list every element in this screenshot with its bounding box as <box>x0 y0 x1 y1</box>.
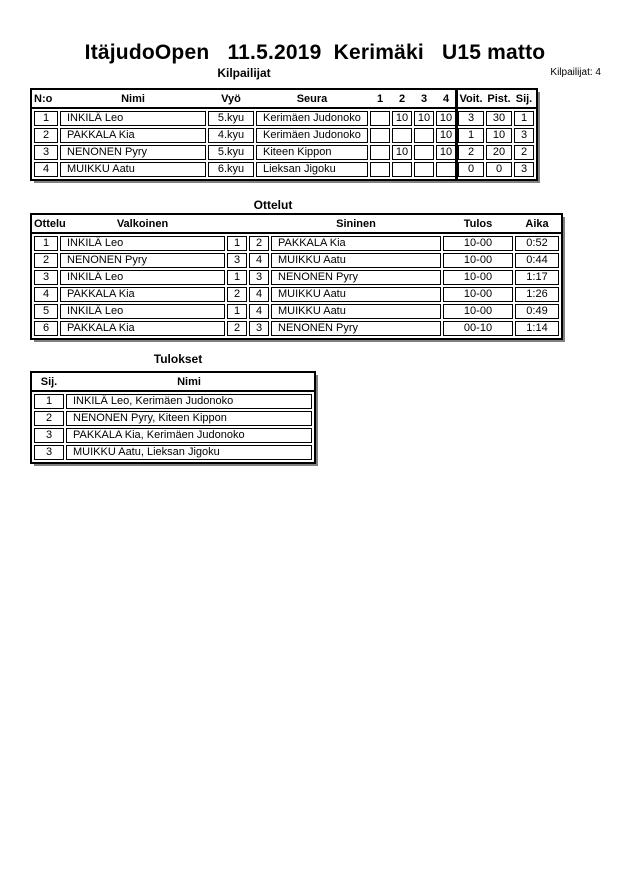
final-results-table-body <box>32 392 314 462</box>
cell-result: 10-00 <box>443 253 513 268</box>
cell-belt: 4.kyu <box>208 128 254 143</box>
cell-points: 10 <box>486 128 512 143</box>
cell-blue-no: 4 <box>249 304 269 319</box>
cell-place: 3 <box>514 128 534 143</box>
page-title: ItäjudoOpen 11.5.2019 Kerimäki U15 matto <box>84 41 546 64</box>
cell-belt: 5.kyu <box>208 145 254 160</box>
col-header-place: Sij. <box>515 92 533 105</box>
results-columns-divider <box>455 90 458 179</box>
cell-place: 2 <box>34 411 64 426</box>
col-header-name: Nimi <box>121 92 145 105</box>
cell-wins: 3 <box>458 111 484 126</box>
cell-result: 00-10 <box>443 321 513 336</box>
cell-score-4: 10 <box>436 145 456 160</box>
cell-place: 3 <box>34 428 64 443</box>
cell-name: MUIKKU Aatu <box>60 162 206 177</box>
cell-score-2 <box>392 128 412 143</box>
final-results-table <box>30 371 316 464</box>
col-header-match: Ottelu <box>34 217 66 230</box>
cell-score-3 <box>414 145 434 160</box>
cell-score-3 <box>414 128 434 143</box>
cell-blue-name: NENONEN Pyry <box>271 270 441 285</box>
competitor-count-label: Kilpailijat: 4 <box>550 67 601 78</box>
cell-no: 4 <box>34 162 58 177</box>
cell-name: MUIKKU Aatu, Lieksan Jigoku <box>66 445 312 460</box>
cell-score-3: 10 <box>414 111 434 126</box>
cell-score-1 <box>370 111 390 126</box>
cell-points: 20 <box>486 145 512 160</box>
cell-score-4: 10 <box>436 111 456 126</box>
col-header-2: 2 <box>398 92 406 105</box>
cell-blue-no: 3 <box>249 321 269 336</box>
cell-place: 1 <box>514 111 534 126</box>
cell-white-no: 2 <box>227 321 247 336</box>
competitors-section-heading: Kilpailijat <box>217 66 271 80</box>
cell-belt: 5.kyu <box>208 111 254 126</box>
cell-score-4: 10 <box>436 128 456 143</box>
col-header-points: Pist. <box>487 92 511 105</box>
cell-wins: 2 <box>458 145 484 160</box>
cell-white-name: INKILÄ Leo <box>60 304 225 319</box>
col-header-time: Aika <box>525 217 549 230</box>
cell-match-no: 5 <box>34 304 58 319</box>
cell-time: 0:44 <box>515 253 559 268</box>
cell-time: 0:52 <box>515 236 559 251</box>
cell-no: 3 <box>34 145 58 160</box>
cell-no: 1 <box>34 111 58 126</box>
matches-table <box>30 213 563 340</box>
cell-white-no: 2 <box>227 287 247 302</box>
cell-score-1 <box>370 145 390 160</box>
competitors-table-header <box>32 90 536 109</box>
cell-score-4 <box>436 162 456 177</box>
cell-result: 10-00 <box>443 270 513 285</box>
col-header-blue: Sininen <box>336 217 376 230</box>
cell-name: NENONEN Pyry <box>60 145 206 160</box>
cell-place: 3 <box>514 162 534 177</box>
col-header-name: Nimi <box>177 375 201 388</box>
col-header-result: Tulos <box>463 217 493 230</box>
col-header-place: Sij. <box>40 375 58 388</box>
cell-blue-name: MUIKKU Aatu <box>271 287 441 302</box>
cell-blue-no: 3 <box>249 270 269 285</box>
cell-score-2 <box>392 162 412 177</box>
col-header-1: 1 <box>376 92 384 105</box>
cell-score-2: 10 <box>392 145 412 160</box>
cell-match-no: 1 <box>34 236 58 251</box>
cell-place: 1 <box>34 394 64 409</box>
cell-club: Kerimäen Judonoko <box>256 111 368 126</box>
cell-blue-name: PAKKALA Kia <box>271 236 441 251</box>
col-header-wins: Voit. <box>459 92 483 105</box>
cell-no: 2 <box>34 128 58 143</box>
cell-points: 30 <box>486 111 512 126</box>
cell-white-name: INKILÄ Leo <box>60 270 225 285</box>
cell-place: 2 <box>514 145 534 160</box>
cell-name: PAKKALA Kia <box>60 128 206 143</box>
cell-score-2: 10 <box>392 111 412 126</box>
cell-score-3 <box>414 162 434 177</box>
cell-name: PAKKALA Kia, Kerimäen Judonoko <box>66 428 312 443</box>
cell-belt: 6.kyu <box>208 162 254 177</box>
cell-white-no: 1 <box>227 270 247 285</box>
cell-result: 10-00 <box>443 304 513 319</box>
results-section-heading: Tulokset <box>153 352 203 366</box>
cell-white-no: 1 <box>227 236 247 251</box>
col-header-3: 3 <box>420 92 428 105</box>
col-header-white: Valkoinen <box>116 217 169 230</box>
cell-wins: 1 <box>458 128 484 143</box>
competitors-table-body <box>32 109 536 179</box>
col-header-club: Seura <box>296 92 328 105</box>
cell-name: INKILÄ Leo, Kerimäen Judonoko <box>66 394 312 409</box>
final-results-table-header <box>32 373 314 392</box>
cell-blue-no: 4 <box>249 287 269 302</box>
cell-name: INKILÄ Leo <box>60 111 206 126</box>
cell-wins: 0 <box>458 162 484 177</box>
cell-club: Kerimäen Judonoko <box>256 128 368 143</box>
cell-club: Lieksan Jigoku <box>256 162 368 177</box>
cell-match-no: 6 <box>34 321 58 336</box>
cell-result: 10-00 <box>443 236 513 251</box>
col-header-4: 4 <box>442 92 450 105</box>
cell-time: 1:17 <box>515 270 559 285</box>
cell-white-name: INKILÄ Leo <box>60 236 225 251</box>
cell-blue-name: MUIKKU Aatu <box>271 304 441 319</box>
cell-time: 1:14 <box>515 321 559 336</box>
cell-blue-no: 2 <box>249 236 269 251</box>
matches-table-header <box>32 215 561 234</box>
col-header-no: N:o <box>34 92 53 105</box>
cell-time: 1:26 <box>515 287 559 302</box>
cell-white-no: 3 <box>227 253 247 268</box>
cell-time: 0:49 <box>515 304 559 319</box>
cell-name: NENONEN Pyry, Kiteen Kippon <box>66 411 312 426</box>
cell-match-no: 2 <box>34 253 58 268</box>
cell-blue-no: 4 <box>249 253 269 268</box>
cell-place: 3 <box>34 445 64 460</box>
cell-blue-name: NENONEN Pyry <box>271 321 441 336</box>
cell-white-name: PAKKALA Kia <box>60 321 225 336</box>
cell-white-name: PAKKALA Kia <box>60 287 225 302</box>
cell-match-no: 4 <box>34 287 58 302</box>
cell-white-no: 1 <box>227 304 247 319</box>
cell-score-1 <box>370 128 390 143</box>
cell-white-name: NENONEN Pyry <box>60 253 225 268</box>
cell-club: Kiteen Kippon <box>256 145 368 160</box>
matches-table-body <box>32 234 561 338</box>
cell-score-1 <box>370 162 390 177</box>
cell-result: 10-00 <box>443 287 513 302</box>
col-header-belt: Vyö <box>221 92 241 105</box>
matches-section-heading: Ottelut <box>253 198 293 212</box>
cell-blue-name: MUIKKU Aatu <box>271 253 441 268</box>
cell-match-no: 3 <box>34 270 58 285</box>
cell-points: 0 <box>486 162 512 177</box>
competitors-table <box>30 88 538 181</box>
